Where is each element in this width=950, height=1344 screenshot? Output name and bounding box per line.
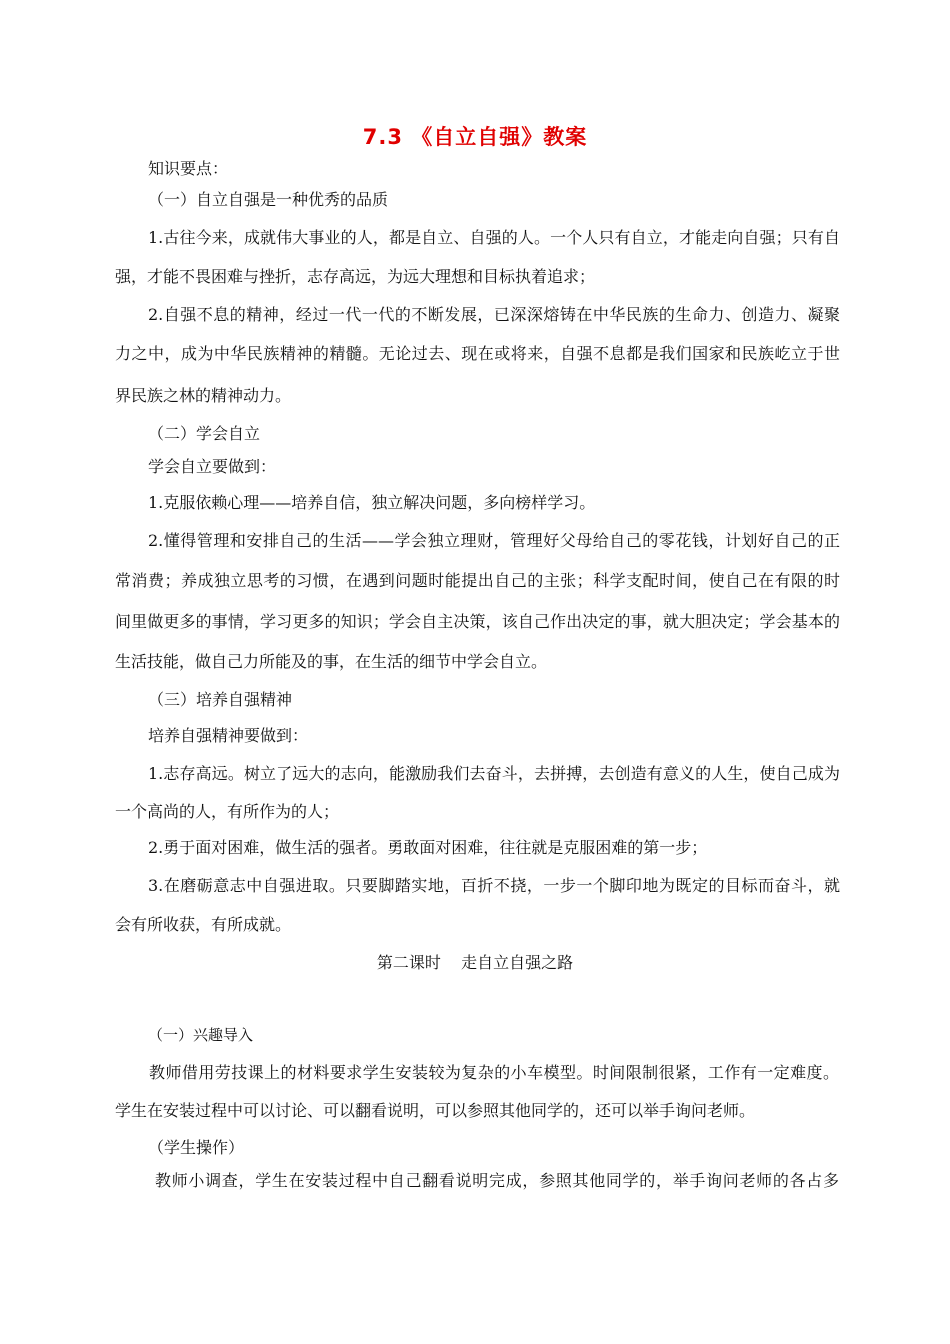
paragraph-line: 会有所收获，有所成就。: [115, 915, 292, 934]
paragraph-line: 2.自强不息的精神，经过一代一代的不断发展，已深深熔铸在中华民族的生命力、创造力、凝聚: [148, 305, 840, 324]
paragraph-line: 1.古往今来，成就伟大事业的人，都是自立、自强的人。一个人只有自立，才能走向自强；只有自: [148, 228, 840, 247]
paragraph-line: 2.懂得管理和安排自己的生活——学会独立理财，管理好父母给自己的零花钱，计划好自己的正: [148, 531, 840, 550]
paragraph-line: 常消费；养成独立思考的习惯，在遇到问题时能提出自己的主张；科学支配时间，使自己在有限的时: [115, 571, 840, 590]
lesson-heading: 第二课时 走自立自强之路: [376, 953, 574, 972]
paragraph-line: 3.在磨砺意志中自强进取。只要脚踏实地，百折不挠，一步一个脚印地为既定的目标而奋斗，就: [148, 876, 840, 895]
paragraph-line: 教师小调查，学生在安装过程中自己翻看说明完成，参照其他同学的，举手询问老师的各占多: [155, 1171, 839, 1190]
paragraph-line: 学会自立要做到：: [148, 457, 277, 476]
paragraph-line: 教师借用劳技课上的材料要求学生安装较为复杂的小车模型。时间限制很紧，工作有一定难度。: [149, 1063, 839, 1082]
paragraph-line: 1.志存高远。树立了远大的志向，能激励我们去奋斗，去拼搏，去创造有意义的人生，使自己成为: [148, 764, 840, 783]
paragraph-line: 一个高尚的人，有所作为的人；: [115, 802, 340, 821]
paragraph-line: 界民族之林的精神动力。: [115, 386, 292, 405]
paragraph-line: 1.克服依赖心理——培养自信，独立解决问题，多向榜样学习。: [148, 493, 596, 512]
paragraph-line: 学生在安装过程中可以讨论、可以翻看说明，可以参照其他同学的，还可以举手询问老师。: [115, 1101, 756, 1120]
section-heading-1: （一）自立自强是一种优秀的品质: [148, 190, 389, 209]
section-label: 知识要点：: [148, 159, 229, 178]
paragraph-line: （学生操作）: [148, 1138, 245, 1157]
section-heading-4: （一）兴趣导入: [148, 1026, 254, 1044]
paragraph-line: 生活技能，做自己力所能及的事，在生活的细节中学会自立。: [115, 652, 548, 671]
paragraph-line: 间里做更多的事情，学习更多的知识；学会自主决策，该自己作出决定的事，就大胆决定；学会基本的: [115, 612, 840, 631]
paragraph-line: 强，才能不畏困难与挫折，志存高远，为远大理想和目标执着追求；: [115, 267, 596, 286]
paragraph-line: 2.勇于面对困难，做生活的强者。勇敢面对困难，往往就是克服困难的第一步；: [148, 838, 708, 857]
section-heading-3: （三）培养自强精神: [148, 690, 293, 709]
paragraph-line: 力之中，成为中华民族精神的精髓。无论过去、现在或将来，自强不息都是我们国家和民族屹立于世: [115, 344, 840, 363]
document-title: 7.3 《自立自强》教案: [362, 125, 588, 149]
section-heading-2: （二）学会自立: [148, 424, 261, 443]
paragraph-line: 培养自强精神要做到：: [148, 726, 309, 745]
